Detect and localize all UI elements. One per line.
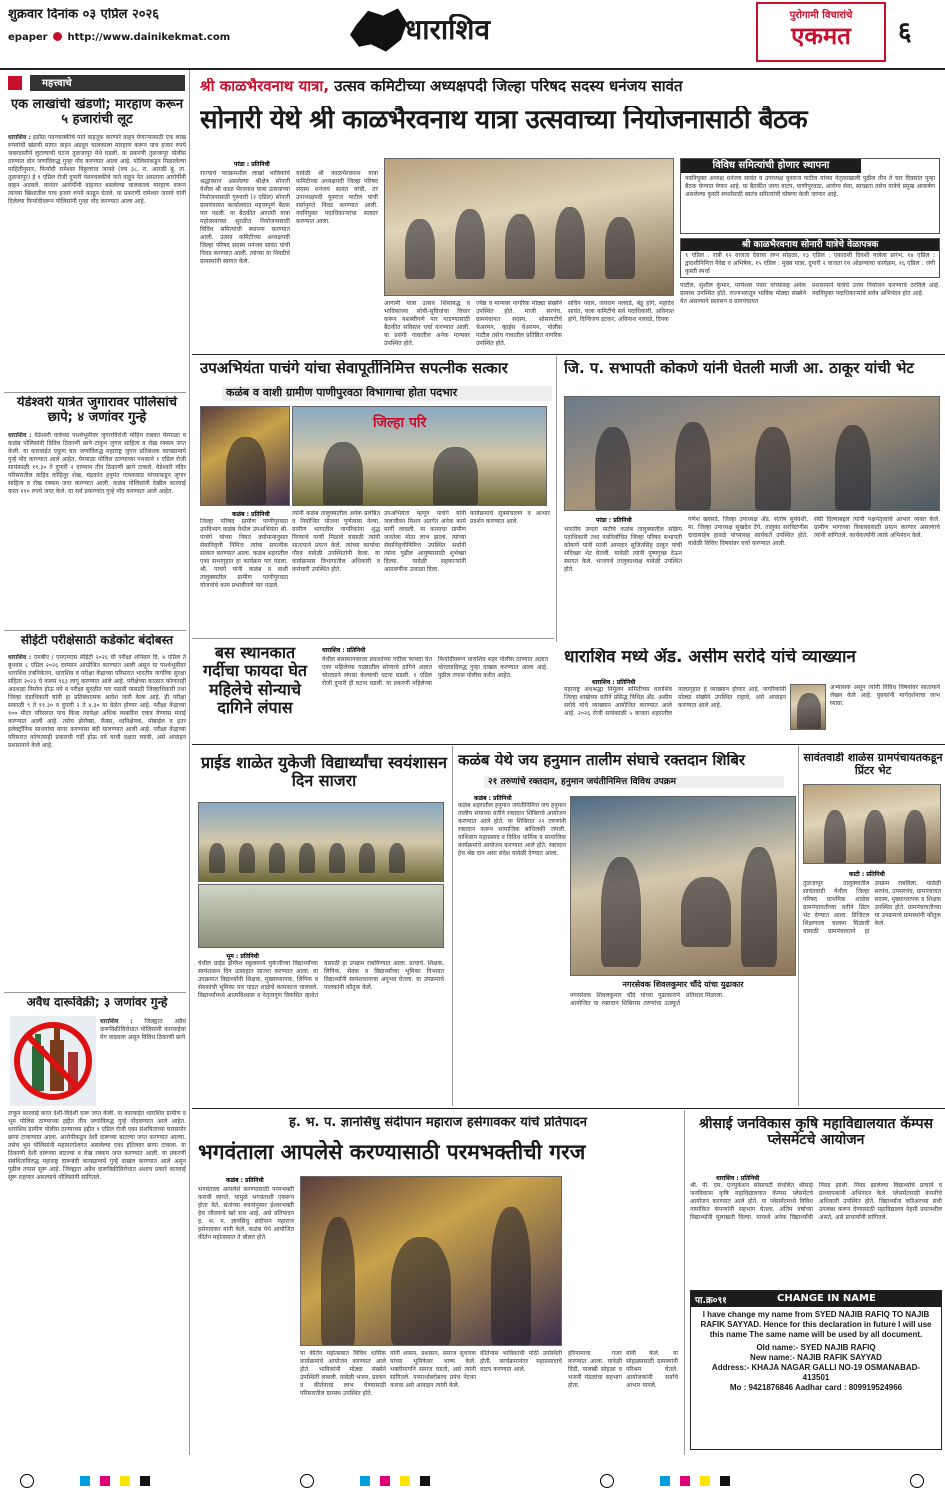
printer-photo [803, 784, 941, 864]
sarode-text: महाराष्ट्र अंधश्रद्धा निर्मूलन समितीच्या धाराशिव जिल्हा शाखेच्या वतीने प्रसिद्ध विधिज्ञ ॲड. असीम सरोदे यांचे व्याख्यान आयोजित करण्यात आले आहे. २०२६ रोजी सायंकाळी ५ वाजता शहरातील नाट्यगृहात हे व्याख्यान होणार आहे. नागरिकांनी मोठ्या संख्येने उपस्थित राहावे, असे आवाहन करण्यात आले आहे. [564, 686, 786, 717]
child-figure [329, 843, 345, 873]
schedule-text: ९ एप्रिल : रात्री १२ वाजता देवाचा लग्न सोहळा, १३ एप्रिल : एकादशी दिवशी यात्रेला प्रारंभ, १४ एप्रिल : द्वादशीनिमित्त नैवेद्य व अभिषेक, १५ एप्रिल : मुख्य यात्रा, दुपारी २ वाजता रथ ओढण्याचा कार्यक्रम, १६ एप्रिल : जंगी कुस्ती स्पर्धा [685, 252, 935, 275]
print-registration-strip [0, 1462, 945, 1501]
meeting-photo [384, 158, 674, 296]
top-col4: ज्येष्ठ व मान्यवर नागरिक मोठ्या संख्येने उपस्थित होते. माजी सरपंच, ग्रामपंचायत सदस्य, सोसायटीचे चेअरमन, व्हाईस चेअरमन, पोलीस पाटील तसेच गावातील प्रतिष्ठित नागरिक उपस्थित होते. [476, 300, 562, 347]
person-figure [505, 214, 535, 279]
top-kicker [200, 78, 940, 95]
person-figure [605, 217, 635, 279]
person-figure [555, 207, 585, 279]
story-cet-body [8, 654, 186, 989]
divider [684, 1110, 685, 1455]
person-figure [681, 877, 731, 947]
blood-caption: नगरसेवक शिवलकुमार चौंदे यांचा युढाकार [622, 980, 744, 989]
byline: परंडा : प्रतिनिधी [234, 161, 270, 168]
byline: परंडा : प्रतिनिधी [596, 517, 632, 524]
blood-donation-photo [570, 796, 796, 976]
story-retirement [192, 356, 554, 636]
divider [556, 356, 557, 642]
school-photo [198, 802, 444, 882]
top-col3: आगामी यात्रा उत्सव शिस्तबद्ध व भाविकांच्या सोयी-सुविधांचा विचार करून यशस्वीपणे पार पाडण्यासाठी बैठकीत सविस्तर चर्चा करण्यात आली. या प्रसंगी गावातील अनेक मान्यवर उपस्थित होते. [384, 300, 470, 347]
blood-headline: कळंब येथे जय हनुमान तालीम संघाचे रक्तदान शिबिर [458, 752, 746, 769]
bhakti-col4: कीर्तनास भाविकांची मोठी उपस्थिती होती. कार्यक्रमानंतर महाप्रसादाचे वाटप करण्यात आले. [480, 1350, 562, 1373]
color-swatch-black [420, 1476, 430, 1486]
district-map-icon [350, 6, 410, 54]
notice-address: Address:- KHAJA NAGAR GALLI NO-19 OSMANABAD-413501 [711, 1363, 921, 1382]
person-figure [741, 847, 777, 967]
dateline: धाराशिव : [100, 1018, 133, 1025]
byline: भूम : प्रतिनिधी [226, 953, 259, 960]
top-col5: सचिन पवार, जयराम नलवडे, बंडू हांगे, महादेव सावंत, यात्रा कमिटीचे सर्व पदाधिकारी, अविनाश हांगे, दिग्विजय इटकर, अविनाश नलवडे, दिपक [568, 300, 674, 323]
epaper-url[interactable]: http://www.dainikekmat.com [67, 32, 231, 43]
edition-title: धाराशिव [405, 14, 491, 46]
no-alcohol-icon [10, 1016, 96, 1106]
child-figure [389, 843, 405, 873]
color-swatch-magenta [680, 1476, 690, 1486]
top-col2: यावेळी श्री काळभैरवनाथ यात्रा कमिटीच्या अध्यक्षपदी जिल्हा परिषद सदस्य धनंजय सावंत यांची, तर उपाध्यक्षपदी युवराज पाटील यांची सर्वानुमते निवड करण्यात आली. नवनियुक्त पदाधिकाऱ्यांचा सत्कार करण्यात आला. [296, 170, 378, 225]
divider [4, 392, 186, 393]
divider [4, 992, 186, 993]
campus-text: श्री. पी. एम. एज्युकेशन सोसायटी संचलित श्रीसाई जनविकास कृषि महाविद्यालयात कॅम्पस प्लेसमेंटचे आयोजन करण्यात आले होते. या प्लेसमेंटमध्ये विविध नामांकित कंपन्यांनी सहभाग घेतला. अंतिम वर्षाच्या विद्यार्थ्यांनी मुलाखती दिल्या. यामध्ये अनेक विद्यार्थ्यांची निवड झाली. निवड झालेल्या विद्यार्थ्यांचे प्राचार्य व प्राध्यापकांनी अभिनंदन केले. प्लेसमेंटसाठी कंपनीचे अधिकारी उपस्थित होते. विद्यार्थ्यांना करिअरच्या संधी उपलब्ध करून देण्यासाठी महाविद्यालय नेहमी प्रयत्नशील असते, असे प्राचार्यांनी सांगितले. [690, 1182, 942, 1221]
story-extortion-body [8, 134, 186, 386]
story-text: एमबीए / एमएमएस सीईटी २०२६ ची परीक्षा शनिवार दि. ४ एप्रिल ते बुधवार ८ एप्रिल २०२६ दरम्यान आयोजित करण्यात आली असून या पार्श्वभूमीवर धाराशिव तंत्रनिकेतन, धाराशिव व परीक्षा केंद्राच्या परिसरात भारतीय नागरिक सुरक्षा संहिता २०२३ चे कलम १६३ लागू करण्यात आले आहे. परीक्षेच्या काळात कोणताही अडथळा निर्माण होऊ नये व परीक्षा सुरळीत पार पडावी यासाठी जिल्हाधिकारी तथा जिल्हा दंडाधिकारी यांनी हा प्रतिबंधात्मक आदेश जारी केला आहे. ही परीक्षा सकाळी ९ ते ११.३० व दुपारी २ ते ४.३० या वेळेत होणार आहे. परीक्षा केंद्राच्या १०० मीटर परिसरात पाच किंवा त्यापेक्षा अधिक व्यक्तींना एकत्र येण्यास मनाई करण्यात आली आहे. तसेच झेरॉक्स, फॅक्स, ध्वनिक्षेपक, मोबाईल व इतर इलेक्ट्रॉनिक साधनांचा वापर करण्यास बंदी घालण्यात आली आहे. परीक्षा केंद्राच्या परिसरात कोणत्याही प्रकारची गर्दी होऊ नये याची दक्षता घ्यावी, असे आवाहन प्रशासनाने केले आहे. [8, 654, 186, 749]
person-figure [391, 1237, 451, 1346]
color-swatch-cyan [360, 1476, 370, 1486]
story-text: हडोंग्रा पवनचक्कीचे पाते वाहतूक करणारे वाहन येणाऱ्यासाठी एक लाख रुपयांची खंडणी मागत वाहन अडवून चालकाला मारहाण करून पाच हजार रुपये जबरदस्तीने लुटल्याची घटना तुळजापूर येथे घडली. या प्रकरणी तुळजापूर पोलीस ठाण्यात दोन जणांविरुद्ध गुन्हा नोंद करण्यात आला आहे. पोलिसांकडून मिळालेल्या माहितीनुसार, फिर्यादी रामेश्वर विठ्ठलराव जानवे (वय ३८, रा. आरळी बु. ता. तुळजापूर) हे १ एप्रिल रोजी दुपारी पवनचक्कीचे पाते वाहून नेत असताना आरोपींनी वाहन अडवले. यानंतर आरोपींनी वाहनात बसलेल्या चालकाला मारहाण करून त्याच्या खिशातील पाच हजार रुपये काढून घेतले. या प्रकरणी रामेश्वर जानवे यांनी दिलेल्या फिर्यादीवरून पोलिसांनी गुन्हा नोंद करण्यात आला आहे. [8, 134, 186, 205]
notice-old-name: Old name:- SYED NAJIB RAFIQ [756, 1343, 876, 1352]
kokane-col3: संघी दिल्याबद्दल त्यांनी पक्षनेतृत्वाचे आभार व्यक्त केले. ग्रामीण भागाच्या विकासासाठी प्रयत्न करणार असल्याचे त्यांनी सांगितले. कार्यकर्त्यांनी त्यांचे अभिनंदन केले. [814, 516, 940, 539]
bhakti-col5: हरिनामाचा गजर करण्यात आला. यावेळी दिंडी, पालखी सोहळा व भजनी मंडळांचा सहभाग होता. [568, 1350, 622, 1389]
color-swatch-yellow [120, 1476, 130, 1486]
byline: धाराशिव : प्रतिनिधी [322, 647, 366, 654]
divider [4, 630, 186, 631]
kokane-col1: भारतीय जनता पार्टीचे कळंब तालुक्यातील सक्रिय पदाधिकारी तथा नवनिर्वाचित जिल्हा परिषद सभापती कोकणे यांनी माजी आमदार सुजितसिंह ठाकूर यांची सदिच्छा भेट घेतली. यावेळी त्यांनी पुष्पगुच्छ देऊन स्वागत केले. भाजपचे तालुकाध्यक्ष यावेळी उपस्थित होते. [564, 526, 682, 573]
registration-mark [20, 1474, 34, 1488]
campus-headline: श्रीसाई जनविकास कृषि महाविद्यालयात कॅम्पस प्लेसमेंटचे आयोजन [698, 1116, 934, 1149]
child-figure [209, 843, 225, 873]
bhakti-col6: यांनी केले. या सोहळ्यासाठी ग्रामस्थांनी परिश्रम घेतले. आयोजकांनी सर्वांचे आभार मानले. [626, 1350, 678, 1389]
registration-mark [600, 1474, 614, 1488]
person-figure [433, 447, 478, 506]
kicker-highlight: श्री काळभैरवनाथ यात्रा, [200, 78, 330, 95]
notice-new-name: New name:- NAJIB RAFIK SAYYAD [750, 1353, 882, 1362]
epaper-icon [53, 32, 62, 41]
brand-tagline: पुरोगामी विचारांचे [789, 10, 853, 21]
schedule-box [680, 238, 940, 278]
portrait-photo [790, 684, 826, 730]
notice-title: CHANGE IN NAME [777, 1293, 876, 1304]
retirement-col3: उपअभियंता म्हणून पाचंगे यांनी जलजीवन मिशन अंतर्गत अनेक कामे मार्गी लावली. या कामाचा ग्रामीण जनतेला मोठा लाभ झाला. त्यांच्या सेवानिवृत्तीनिमित्त उपस्थित सर्वांनी त्यांना पुढील आयुष्यासाठी शुभेच्छा दिल्या. यावेळी सहकाऱ्यांनी आठवणींना उजाळा दिला. [384, 510, 466, 573]
byline: कळंब : प्रतिनिधी [232, 511, 270, 518]
person-figure [864, 810, 886, 864]
bhakti-headline: भगवंताला आपलेसे करण्यासाठी परमभक्तीची गरज [198, 1140, 586, 1164]
person-figure [226, 437, 266, 506]
person-figure [491, 1207, 531, 1346]
notice-text: I have change my name from SYED NAJIB RAFIQ TO NAJIB RAFIK SAYYAD. Hence for this declaration in future I will use this name The same name will be used by all document. [700, 1310, 932, 1339]
person-figure [601, 857, 641, 967]
story-liquor-headline: अवैध दारूविक्री; ३ जणांवर गुन्हे [26, 996, 168, 1009]
child-figure [299, 843, 315, 873]
notice-mobile: Mo : 9421876846 Aadhar card : 809919524966 [729, 1383, 903, 1392]
printer-text: तुळजापूर तालुक्यातील सावंतवाडी येथील जिल्हा परिषद प्राथमिक शाळेस ग्रामपंचायतीच्या वतीने प्रिंटर भेट देण्यात आला. डिजिटल शिक्षणाला चालना मिळावी यासाठी ग्रामपंचायतने हा उपक्रम राबविला. यावेळी सरपंच, उपसरपंच, ग्रामपंचायत सदस्य, मुख्याध्यापक व शिक्षक उपस्थित होते. ग्रामपंचायतीच्या या उपक्रमाचे ग्रामस्थांनी कौतुक केले. [803, 880, 941, 935]
epaper-link[interactable] [8, 32, 230, 43]
section-title-box [30, 75, 185, 91]
person-figure [323, 442, 363, 506]
child-figure [239, 843, 255, 873]
story-liquor-body: टाकून कारवाई करत देशी-विदेशी दारू जप्त केली. या कारवाईत धाराशिव ग्रामीण व भूम पोलिस ठाण्याच्या हद्दीत तीन जणांविरुद्ध गुन्हे नोंदवण्यात आले आहेत. धाराशिव ग्रामीण पोलीस ठाण्याच्या हद्दीत १ एप्रिल रोजी एका संशयिताच्या घरासमोर छापा टाकण्यात आला. आरोपीकडून देशी दारूच्या बाटल्या जप्त करण्यात आल्या. तसेच भूम पोलिसांनी महामार्गालगत असलेल्या एका हॉटेलवर छापा टाकला. या ठिकाणी देशी दारूच्या बाटल्या व रोख रक्कम जप्त करण्यात आली. या प्रकरणी संबंधितांविरुद्ध महाराष्ट्र दारूबंदी कायद्यान्वये गुन्हे दाखल करण्यात आले असून पुढील तपास सुरू आहे. जिल्ह्यात अवैध दारूविक्रीविरोधात अशाच प्रकारे कारवाई सुरू राहणार असल्याचे पोलिसांनी सांगितले. [8, 1110, 186, 1181]
story-text: येडेश्वरी यात्रेच्या पार्श्वभूमीवर जुगारविरोधी मोहिम राबवत येरमाळा व कळंब पोलिसांनी विविध ठिकाणी छापे टाकून जुगार साहित्य व रोख रक्कम जप्त केली. या कारवाईत एकूण चार जणांविरुद्ध महाराष्ट्र जुगार प्रतिबंधक कायद्यान्वये गुन्हे नोंद करण्यात आले आहेत. येरमाळा पोलिस ठाण्याच्या पथकाने १ एप्रिल रोजी सायंकाळी ११.३० ते दुपारी २ दरम्यान तीन ठिकाणी छापे टाकले. येडेश्वरी मंदिर परिसरातील वाहिद कोहिनूर शेख, चंद्रकांत हनुमंत गायकवाड यांच्याकडून जुगार साहित्य व रोख रक्कम जप्त करण्यात आली. कळंब पोलिसांनी देखील कारवाई करत ११० रुपये जप्त केले. या सर्व प्रकरणांत गुन्हे नोंद करण्यात आले आहेत. [8, 432, 186, 495]
byline: काटी : प्रतिनिधी [849, 871, 885, 878]
notice-ref: पा.क्र०९१ [695, 1296, 727, 1306]
name-change-notice [690, 1290, 942, 1450]
issue-date: शुक्रवार दिनांक ०३ एप्रिल २०२६ [8, 8, 160, 22]
samiti-title: विविध समित्यांची होणार स्थापना [681, 159, 861, 173]
blood-subhead: २१ तरुणांचे रक्तदान, हनुमान जयंतीनिमित्त विविध उपक्रम [484, 776, 784, 788]
masthead [0, 0, 945, 70]
epaper-label: epaper [8, 32, 48, 43]
byline: धाराशिव : प्रतिनिधी [592, 679, 636, 686]
story-extortion-headline: एक लाखांची खंडणी; मारहाण करून ५ हजारांची लूट [10, 98, 184, 127]
banner-text: जिल्हा परि [373, 415, 427, 431]
felicitation-photo [200, 406, 290, 506]
bhakti-kicker: ह. भ. प. ज्ञानसिंधु संदीपान महाराज हसेगावकर यांचे प्रतिपादन [288, 1116, 588, 1130]
kicker-text: उत्सव कमिटीच्या अध्यक्षपदी जिल्हा परिषद सदस्य धनंजय सावंत [334, 78, 683, 95]
divider [452, 746, 453, 1106]
bus-headline: बस स्थानकात गर्दीचा फायदा घेत महिलेचे सोन्याचे दागिने लंपास [202, 644, 308, 718]
bhakti-col3: यांनी शासन, प्रशासन, समाज सुधारक यांच्या भूमिकेवर भाष्य केले. भक्तीमार्गाने समाज घडतो, असे त्यांनी सांगितले. परमार्थाबरोबरच प्रपंच नेटका करावा असे आवाहन त्यांनी केले. [390, 1350, 476, 1389]
divider [192, 744, 945, 745]
person-figure [797, 693, 821, 730]
story-campus [686, 1110, 945, 1455]
story-school [192, 746, 450, 1106]
schedule-title: श्री काळभैरवनाथ सोनारी यात्रेचे वेळापत्रक [681, 239, 939, 251]
child-figure [359, 843, 375, 873]
byline: कळंब : प्रतिनिधी [226, 1177, 264, 1184]
story-kokane [558, 356, 945, 642]
left-column [0, 70, 190, 1455]
bhakti-col2: या कीर्तन महोत्सवात विविध धार्मिक कार्यक्रमांचे आयोजन करण्यात आले होते. भाविकांनी मोठ्या संख्येने उपस्थिती लावली. यावेळी भजन, प्रवचन व कीर्तनाचा लाभ घेण्यासाठी परिसरातील ग्रामस्थ उपस्थित होते. [300, 1350, 386, 1397]
story-cet-headline: सीईटी परीक्षेसाठी कडेकोट बंदोबस्त [20, 634, 174, 647]
kirtan-photo [300, 1176, 562, 1346]
dateline: धाराशिव : [8, 134, 31, 141]
retirement-col4: कार्यक्रमाचे सूत्रसंचालन व आभार प्रदर्शन करण्यात आले. [470, 510, 550, 525]
felicitation-photo-2 [292, 406, 547, 506]
person-figure [455, 209, 485, 279]
color-swatch-yellow [700, 1476, 710, 1486]
color-swatch-cyan [660, 1476, 670, 1486]
samiti-text: नवनियुक्त अध्यक्ष धनंजय सावंत व उपाध्यक्ष युवराज पाटील यांच्या नेतृत्वाखाली पुढील तीन ते चार दिवसांत पुन्हा बैठक घेण्यात येणार आहे. या बैठकीत जागा वाटप, पाणीपुरवठा, आरोग्य सेवा, स्वच्छता तसेच यात्रेचे प्रमुख आकर्षण असलेल्या कुस्ती स्पर्धांसाठी स्वतंत्र समित्यांची घोषणा केली जाणार आहे. [685, 175, 935, 198]
person-figure [904, 810, 926, 864]
samiti-box [680, 158, 940, 234]
person-figure [405, 219, 435, 279]
top-headline: सोनारी येथे श्री काळभैरवनाथ यात्रा उत्सवाच्या नियोजनासाठी बैठक [200, 106, 808, 135]
color-swatch-cyan [80, 1476, 90, 1486]
blood-caption-text: नगरसेवक शिवलकुमार चौंदे यांच्या पुढाकाराने आयोजित या रक्तदान शिबिरास तरुणांचा उत्स्फूर्त प्रतिसाद मिळाला. [570, 992, 724, 1007]
kokane-headline: जि. प. सभापती कोकणे यांनी घेतली माजी आ. ठाकूर यांची भेट [564, 360, 914, 377]
retirement-col1: जिल्हा परिषद ग्रामीण पाणीपुरवठा उपविभाग कळंब येथील उपअभियंता श्री. पाचंगे यांच्या नियत वयोमानानुसार सेवानिवृत्ती निमित्त त्यांचा सपत्नीक सत्कार करण्यात आला. कळंब शहरातील एका सभागृहात हा कार्यक्रम पार पडला. श्री. पाचंगे यांनी कळंब व वाशी तालुक्यातील ग्रामीण पाणीपुरवठा योजनांचे काम प्रभावीपणे पार पाडले. [200, 518, 288, 589]
color-swatch-black [140, 1476, 150, 1486]
section-title: महत्त्वाचे [42, 78, 72, 89]
blood-text: कळंब शहरातील हनुमान जयंतीनिमित्त जय हनुमान तालीम संघाच्या वतीने रक्तदान शिबिराचे आयोजन करण्यात आले होते. या शिबिरात २१ तरुणांनी रक्तदान करून सामाजिक बांधिलकी जपली. याशिवाय महाप्रसाद व विविध धार्मिक व सामाजिक कार्यक्रमांचे आयोजन करण्यात आले होते. रक्तदान हेच श्रेष्ठ दान असा संदेश यावेळी देण्यात आला. [458, 802, 566, 857]
child-figure [269, 843, 285, 873]
top-col1: राज्याचे पराक्रमशील लाखो भाविकांचे श्रद्धास्थान असलेल्या श्रीक्षेत्र सोनारी येथील श्री काळ भैरवनाथ यात्रा उत्सवाच्या नियोजनासाठी गुरुवारी (२ एप्रिल) सोनारी ग्रामपंचायत कार्यालयात महत्त्वपूर्ण बैठक पार पडली. या बैठकीत आगामी यात्रा महोत्सवाच्या सुरळीत नियोजनासाठी विविध समित्यांची स्थापना करण्यात आली. उत्सव कमिटीच्या अध्यक्षपदी जिल्हा परिषद सदस्य धनंजय सावंत यांची निवड करण्यात आली. त्यांच्या या निवडीचे ग्रामस्थांनी स्वागत केले. [200, 170, 290, 265]
person-figure [824, 810, 846, 864]
story-blood-donation [454, 746, 746, 1106]
color-swatch-black [720, 1476, 730, 1486]
divider [192, 354, 945, 355]
person-figure [755, 427, 791, 511]
printer-headline: सावंतवाडी शाळेस ग्रामपंचायतकडून प्रिंटर भेट [803, 752, 943, 777]
schedule-text-3: प्रशासनाने यात्रेचे उत्तम नियोजन करण्याचे ठरविले आहे. नवनियुक्त पदाधिकाऱ्यांचे सर्वत्र अभिनंदन होत आहे. [812, 282, 940, 297]
bus-text: येथील बसस्थानकावर प्रवाशांच्या गर्दीचा फायदा घेत एका महिलेच्या गळ्यातील सोन्याचे दागिने अज्ञात चोरट्याने लंपास केल्याची घटना घडली. १ एप्रिल रोजी दुपारी ही घटना घडली. या प्रकरणी महिलेच्या फिर्यादीवरून धाराशिव शहर पोलीस ठाण्यात अज्ञात चोरट्याविरुद्ध गुन्हा दाखल करण्यात आला आहे. पुढील तपास पोलीस करीत आहेत. [322, 656, 548, 687]
brand-box [756, 2, 886, 62]
color-swatch-magenta [100, 1476, 110, 1486]
schedule-text-2: पाटील, सुशील कुंभार, परमेश्वर पवार यांच्यासह अनेक ग्रामस्थ उपस्थित होते. राज्यभरातून भाविक मोठ्या संख्येने येत असल्याने प्रशासन व ग्रामपंचायत [680, 282, 806, 305]
brand-logo: एकमत [791, 22, 851, 50]
story-bhakti [192, 1110, 682, 1455]
person-figure [835, 425, 871, 511]
meeting-photo [564, 396, 940, 511]
sarode-text-2: अभ्यासक असून त्यांनी विविध विषयांवर सातत्याने लेखन केले आहे. युवकांनी मार्गदर्शनाचा लाभ घ्यावा. [830, 684, 940, 707]
person-figure [595, 427, 631, 511]
retirement-col2: त्यांनी कळंब तालुक्यातील अनेक प्रलंबित व नियोजित योजना पूर्णत्वास नेल्या. ग्रामीण भागातील नागरिकांना शुद्ध पिण्याचे पाणी मिळावे यासाठी त्यांनी सातत्याने प्रयत्न केले. त्यांच्या कार्याचा गौरव यावेळी उपस्थितांनी केला. या कार्यक्रमास विभागातील अधिकारी व कर्मचारी उपस्थित होते. [292, 510, 380, 573]
school-text: येथील प्राईड इंग्लिश स्कूलमध्ये युकेजीच्या विद्यार्थ्यांच्या स्वयंशासन दिन उत्साहात साजरा करण्यात आला. या उपक्रमात विद्यार्थ्यांनी शिक्षक, मुख्याध्यापक, लिपिक व सेवकांची भूमिका पार पाडत शाळेचे कामकाज चालवले. विद्यार्थ्यांमध्ये आत्मविश्वास व नेतृत्वगुण विकसित व्हावेत यासाठी हा उपक्रम राबविण्यात आला. प्राचार्य, शिक्षक, लिपिक, सेवक व विद्यार्थ्यांच्या भूमिका निभावत विद्यार्थ्यांनी स्वयंशासनाचा अनुभव घेतला. या उपक्रमाचे पालकांनी कौतुक केले. [198, 960, 444, 999]
notice-header [691, 1291, 941, 1307]
person-figure [321, 1217, 355, 1346]
retirement-headline: उपअभियंता पाचंगे यांचा सेवापूर्तीनिमित्त सपत्नीक सत्कार [200, 360, 508, 377]
registration-mark [300, 1474, 314, 1488]
dateline: धाराशिव : [8, 432, 32, 439]
byline: कळंब : प्रतिनिधी [474, 795, 512, 802]
registration-mark [910, 1474, 924, 1488]
color-swatch-magenta [380, 1476, 390, 1486]
byline: धाराशिव : प्रतिनिधी [716, 1175, 760, 1182]
story-text: जिल्ह्यात अवैध दारूविक्रीविरोधात पोलिसांनी कारवाईचा वेग वाढवला असून विविध ठिकाणी छापे [100, 1018, 186, 1041]
story-liquor-body-top [100, 1018, 186, 1106]
page-number: ६ [898, 18, 912, 47]
school-photo-2 [198, 884, 444, 948]
bhakti-col1: भगवंताला आपलेसे करण्यासाठी परमभक्ती करावी लागते. यामुळे भगवंताशी एकरूप होता येते. संतांच्या वचनांनुसार ईश्वरभक्ती हेच जीवनाचे खरे सार आहे, असे प्रतिपादन ह. भ. प. ज्ञानसिंधु संदीपान महाराज हसेगावकर यांनी केले. कळंब येथे आयोजित कीर्तन महोत्सवात ते बोलत होते. [198, 1186, 294, 1241]
sarode-headline: धाराशिव मध्ये ॲड. असीम सरोदे यांचे व्याख्यान [564, 648, 856, 667]
kokane-col2: गणेश खरसडे, जिल्हा उपाध्यक्ष ॲड. संतोष सुर्यवंशी, मा. जिल्हा उपाध्यक्ष सुखदेव टेंगे, तालुका सरचिटणीस दादासाहेब हावळे यांच्यासह कार्यकर्ते उपस्थित होते. यावेळी विविध विषयांवर चर्चा करण्यात आली. [688, 516, 808, 547]
divider [192, 1108, 945, 1109]
top-story [192, 70, 945, 353]
divider [192, 638, 554, 639]
dateline: धाराशिव : [8, 654, 32, 661]
story-gambling-headline: येडेश्वरी यात्रेत जुगारावर पोलिसांचे छापे; ४ जणांवर गुन्हे [17, 396, 177, 425]
story-printer [798, 746, 945, 1106]
person-figure [675, 422, 711, 511]
section-marker [8, 76, 22, 90]
school-headline: प्राईड शाळेत युकेजी विद्यार्थ्यांचा स्वयंशासन दिन साजरा [200, 754, 448, 791]
color-swatch-yellow [400, 1476, 410, 1486]
story-gambling-body [8, 432, 186, 627]
retirement-subhead: कळंब व वाशी ग्रामीण पाणीपुरवठा विभागाचा होता पदभार [222, 386, 552, 401]
